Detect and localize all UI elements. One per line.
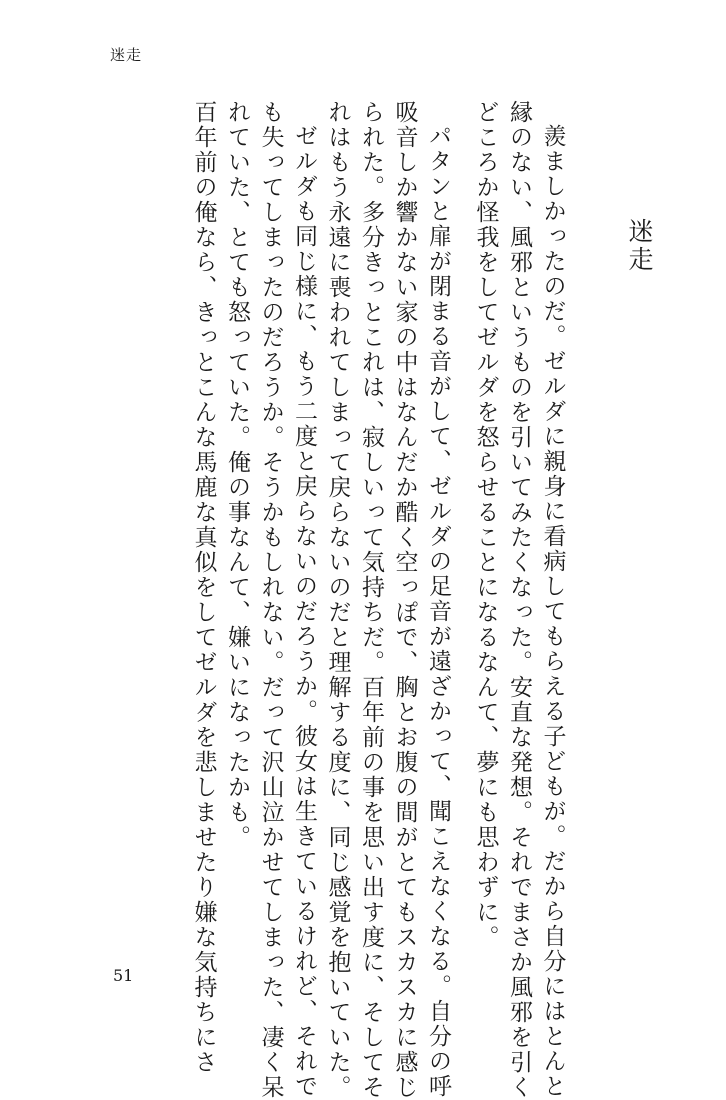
vertical-text-body — [186, 100, 656, 1100]
running-head: 迷走 — [110, 46, 143, 64]
text-line-7: れはもう永遠に喪われてしまって戻らないのだと理解する度に、同じ感覚を抱いていた。 — [324, 100, 351, 1100]
title-gap — [569, 100, 623, 940]
text-line-1: 羨ましかったのだ。ゼルダに親身に看病してもらえる子どもが。だから自分にはとんと — [539, 124, 566, 1099]
page-number: 51 — [113, 966, 134, 985]
text-line-11: 百年前の俺なら、きっとこんな馬鹿な真似をしてゼルダを悲しませたり嫌な気持ちにさ — [190, 100, 217, 1075]
text-line-4: パタンと扉が閉まる音がして、ゼルダの足音が遠ざかって、聞こえなくなる。自分の呼 — [425, 124, 451, 1099]
text-line-2: 縁のない、風邪というものを引いてみたくなった。安直な発想。それでまさか風邪を引く — [506, 100, 532, 1100]
text-line-10: れていた、とても怒っていた。俺の事なんて、嫌いになったかも。 — [224, 100, 250, 850]
text-line-3: どころか怪我をしてゼルダを怒らせることになるなんて、夢にも思わずに。 — [472, 100, 499, 950]
text-line-8: ゼルダも同じ様に、もう二度と戻らないのだろうか。彼女は生きているけれど、それで — [291, 124, 317, 1099]
text-line-6: られた。多分きっとこれは、寂しいって気持ちだ。百年前の事を思い出す度に、そしてそ — [358, 100, 384, 1100]
paragraph-gap — [454, 100, 468, 940]
text-line-5: 吸音しか響かない家の中はなんだか酷く空っぽで、胸とお腹の間がとてもスカスカに感じ — [391, 100, 418, 1100]
chapter-title: 迷走 — [625, 218, 654, 274]
text-line-9: も失ってしまったのだろうか。そうかもしれない。だって沢山泣かせてしまった、凄く呆 — [257, 100, 284, 1100]
